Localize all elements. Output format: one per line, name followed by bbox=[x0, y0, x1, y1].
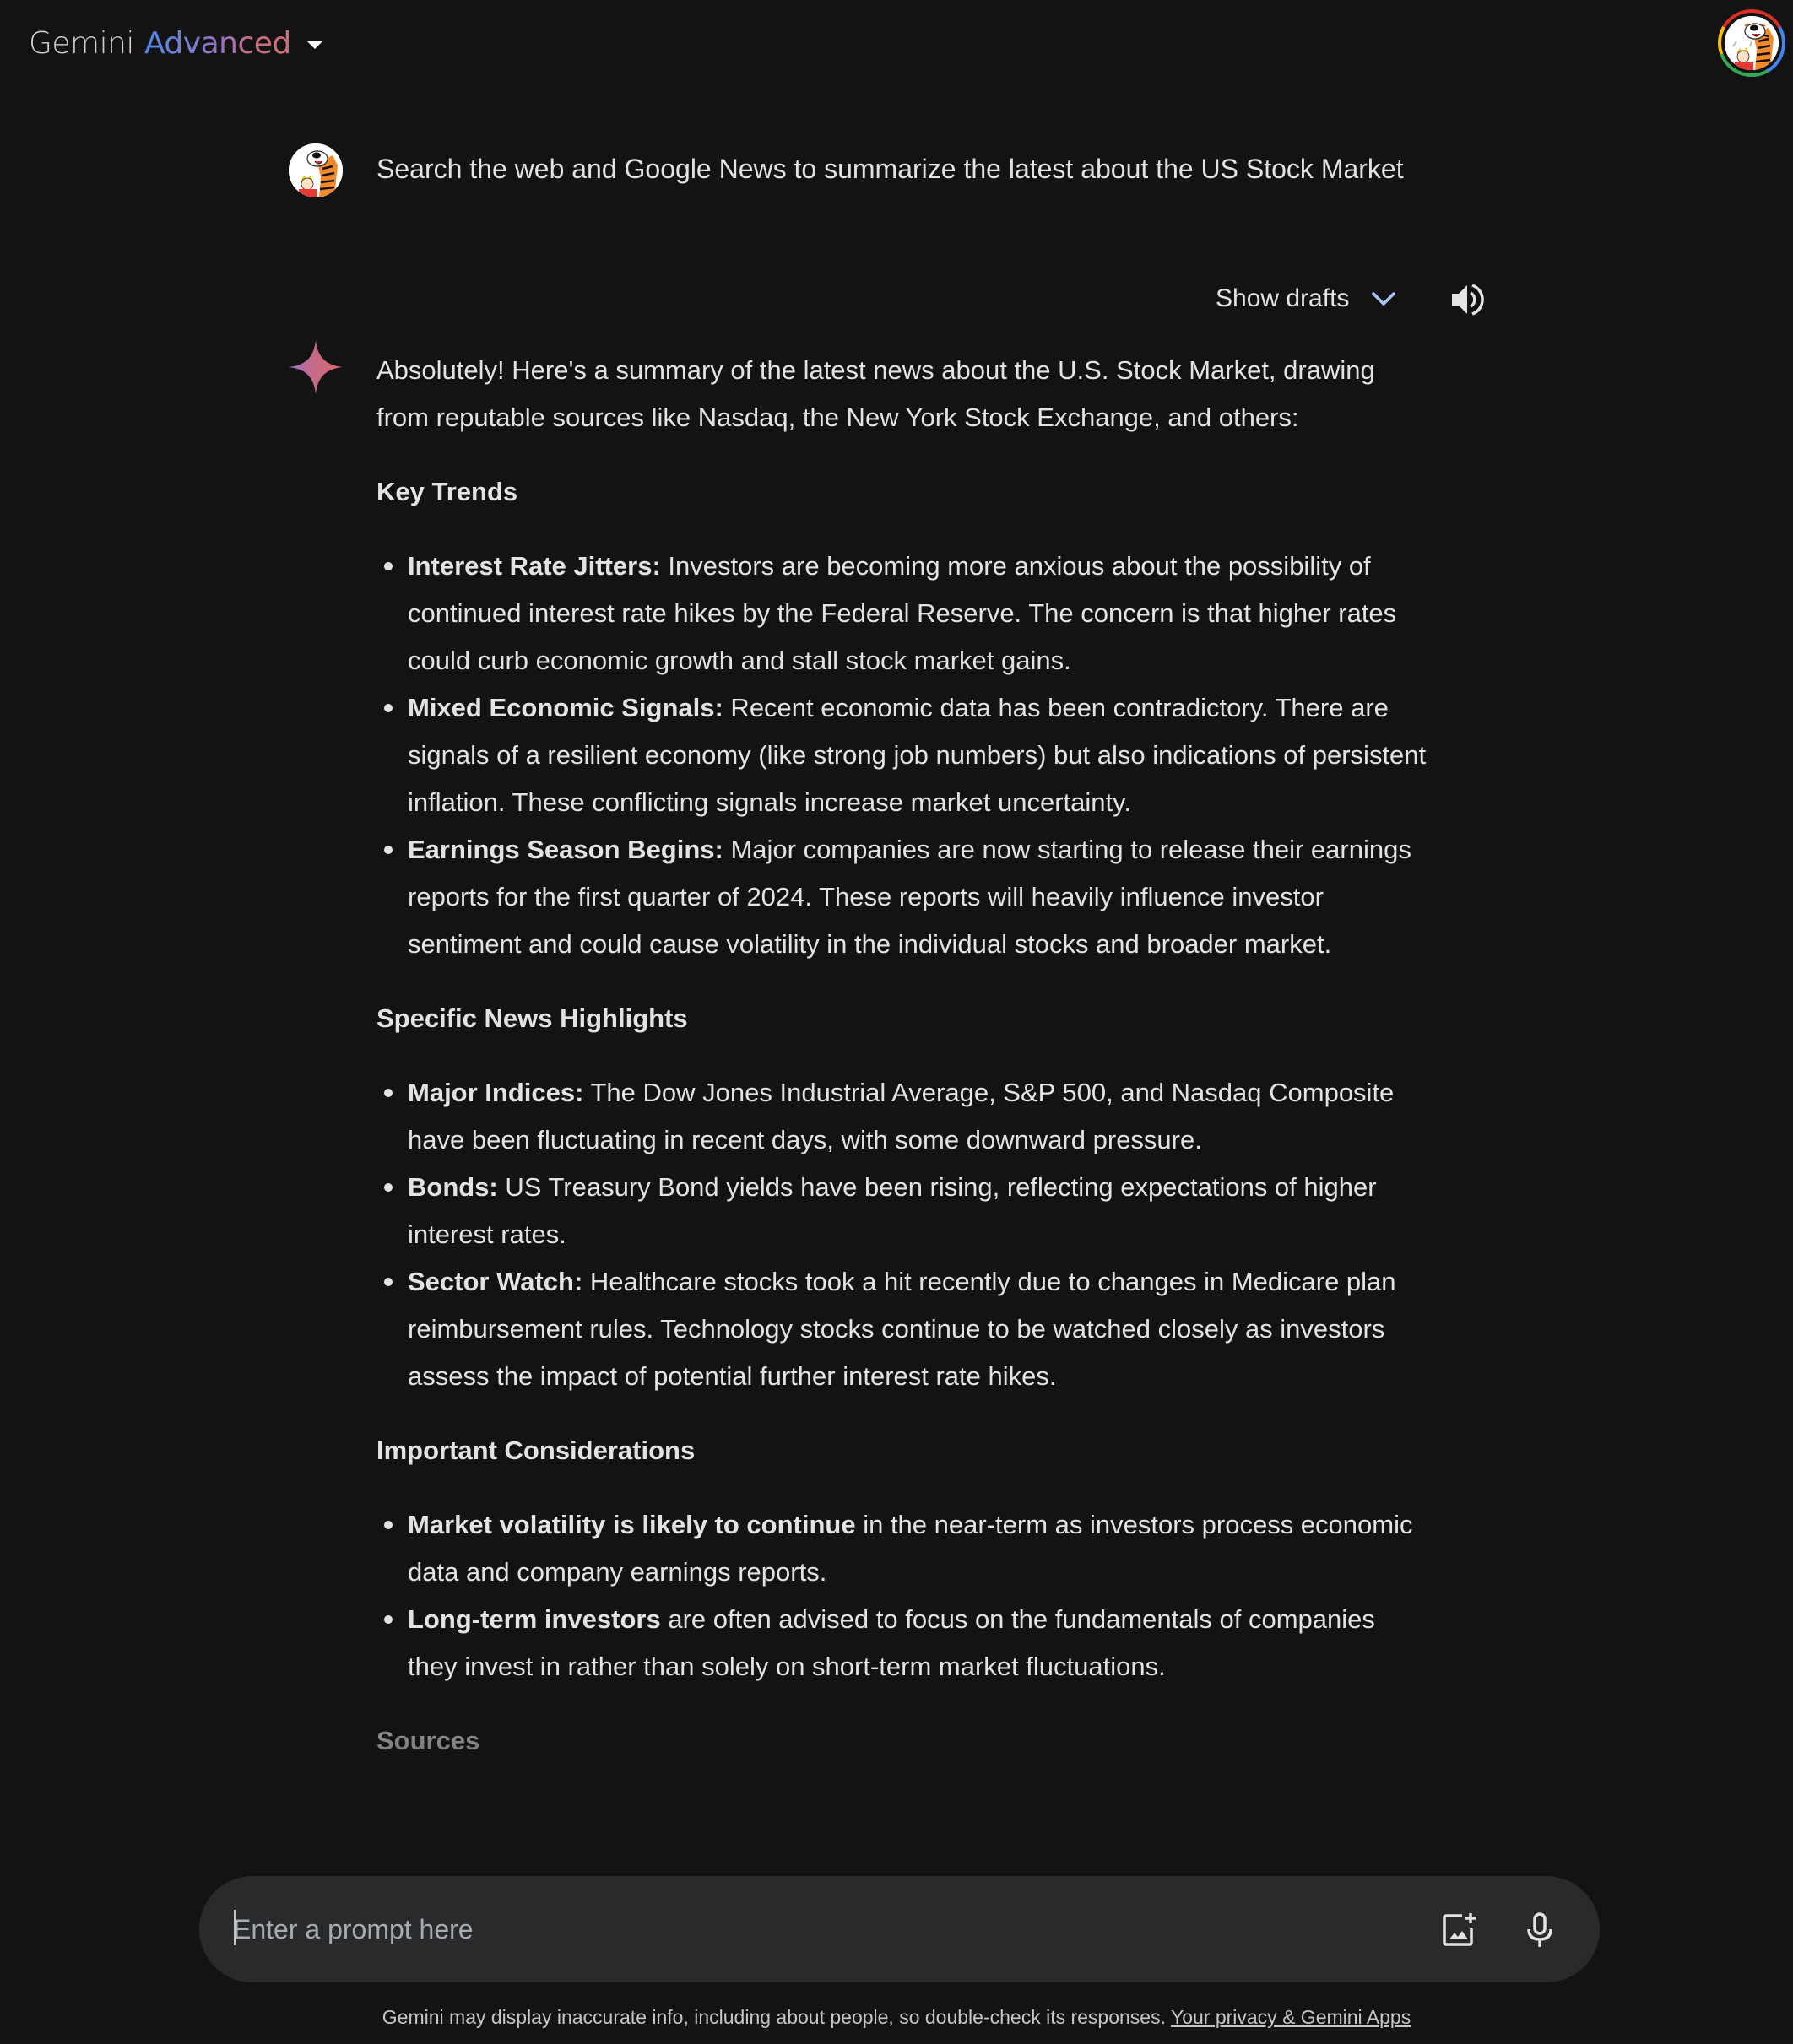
list-item bbox=[376, 684, 1432, 826]
chevron-down-icon bbox=[1371, 290, 1396, 307]
bullet-label: Interest Rate Jitters: bbox=[408, 551, 661, 581]
bullet-label: Earnings Season Begins: bbox=[408, 835, 723, 864]
list-item bbox=[376, 543, 1432, 684]
caret-down-icon bbox=[306, 41, 323, 49]
bullet-dot bbox=[384, 1278, 393, 1286]
list-item bbox=[376, 1069, 1432, 1164]
list-item bbox=[376, 826, 1432, 968]
microphone-icon[interactable] bbox=[1519, 1910, 1560, 1950]
bullet-text: Healthcare stocks took a hit recently due to changes in Medicare plan reimbursement rules. Technology stocks continue to be watched closely as investors assess the impact of potential further interest rate hikes. bbox=[408, 1267, 1396, 1391]
bullet-text: in the near-term as investors process economic data and company earnings reports. bbox=[408, 1510, 1413, 1587]
bullet-dot bbox=[384, 562, 393, 570]
brand-name: Gemini bbox=[29, 25, 134, 61]
list-item bbox=[376, 1164, 1432, 1258]
add-image-icon[interactable] bbox=[1438, 1910, 1479, 1950]
bullet-label: Bonds: bbox=[408, 1172, 498, 1202]
bullet-dot bbox=[384, 1089, 393, 1097]
account-avatar-button[interactable] bbox=[1718, 9, 1785, 77]
bullet-text: The Dow Jones Industrial Average, S&P 500, and Nasdaq Composite have been fluctuating in recent days, with some downward pressure. bbox=[408, 1078, 1395, 1154]
account-avatar-icon bbox=[1725, 16, 1779, 70]
brand-tier: Advanced bbox=[144, 25, 291, 61]
bullet-label: Long-term investors bbox=[408, 1604, 661, 1634]
bullet-dot bbox=[384, 704, 393, 712]
disclaimer-text: Gemini may display inaccurate info, including about people, so double-check its responses. bbox=[382, 2006, 1171, 2028]
list-item bbox=[376, 1596, 1432, 1690]
bullet-text: US Treasury Bond yields have been rising, reflecting expectations of higher interest rates. bbox=[408, 1172, 1377, 1249]
bullet-dot bbox=[384, 1183, 393, 1192]
list-item bbox=[376, 1501, 1432, 1596]
bullet-text: Recent economic data has been contradictory. There are signals of a resilient economy (like strong job numbers) but also indications of persistent inflation. These conflicting signals increase market uncertainty. bbox=[408, 693, 1427, 817]
bullet-label: Market volatility is likely to continue bbox=[408, 1510, 856, 1539]
bullet-text: Investors are becoming more anxious about the possibility of continued interest rate hikes by the Federal Reserve. The concern is that higher rates could curb economic growth and stall stock market gains. bbox=[408, 551, 1397, 675]
bullet-label: Major Indices: bbox=[408, 1078, 584, 1107]
list-item bbox=[376, 1258, 1432, 1400]
bullet-dot bbox=[384, 846, 393, 854]
sources-heading: Sources bbox=[376, 1717, 1432, 1765]
section-heading: Key Trends bbox=[376, 477, 518, 506]
user-avatar bbox=[289, 143, 343, 197]
bullet-list bbox=[376, 1501, 1432, 1690]
show-drafts-label: Show drafts bbox=[1216, 284, 1350, 312]
show-drafts-button[interactable] bbox=[1216, 278, 1396, 319]
section-heading: Important Considerations bbox=[376, 1436, 696, 1465]
response-body bbox=[376, 347, 1432, 1792]
privacy-link[interactable]: Your privacy & Gemini Apps bbox=[1170, 2006, 1411, 2028]
gemini-sparkle-icon bbox=[287, 338, 344, 396]
bullet-text: Major companies are now starting to release their earnings reports for the first quarter of 2024. These reports will heavily influence investor sentiment and could cause volatility in the individual stocks and broader market. bbox=[408, 835, 1411, 959]
bullet-text: are often advised to focus on the fundamentals of companies they invest in rather than solely on short-term market fluctuations. bbox=[408, 1604, 1375, 1681]
disclaimer bbox=[0, 2002, 1793, 2032]
section-heading: Specific News Highlights bbox=[376, 1003, 688, 1033]
model-switcher[interactable] bbox=[29, 22, 323, 64]
bullet-label: Sector Watch: bbox=[408, 1267, 583, 1296]
bullet-list bbox=[376, 1069, 1432, 1400]
bullet-list bbox=[376, 543, 1432, 968]
user-query-text: Search the web and Google News to summarize the latest about the US Stock Market bbox=[376, 154, 1404, 184]
prompt-input[interactable] bbox=[233, 1908, 1415, 1950]
bullet-dot bbox=[384, 1615, 393, 1624]
prompt-bar bbox=[199, 1876, 1600, 1982]
bullet-label: Mixed Economic Signals: bbox=[408, 693, 723, 722]
text-cursor bbox=[234, 1910, 236, 1945]
speaker-icon[interactable] bbox=[1447, 280, 1486, 319]
bullet-dot bbox=[384, 1521, 393, 1529]
response-intro: Absolutely! Here's a summary of the latest news about the U.S. Stock Market, drawing from reputable sources like Nasdaq, the New York Stock Exchange, and others: bbox=[376, 355, 1375, 432]
